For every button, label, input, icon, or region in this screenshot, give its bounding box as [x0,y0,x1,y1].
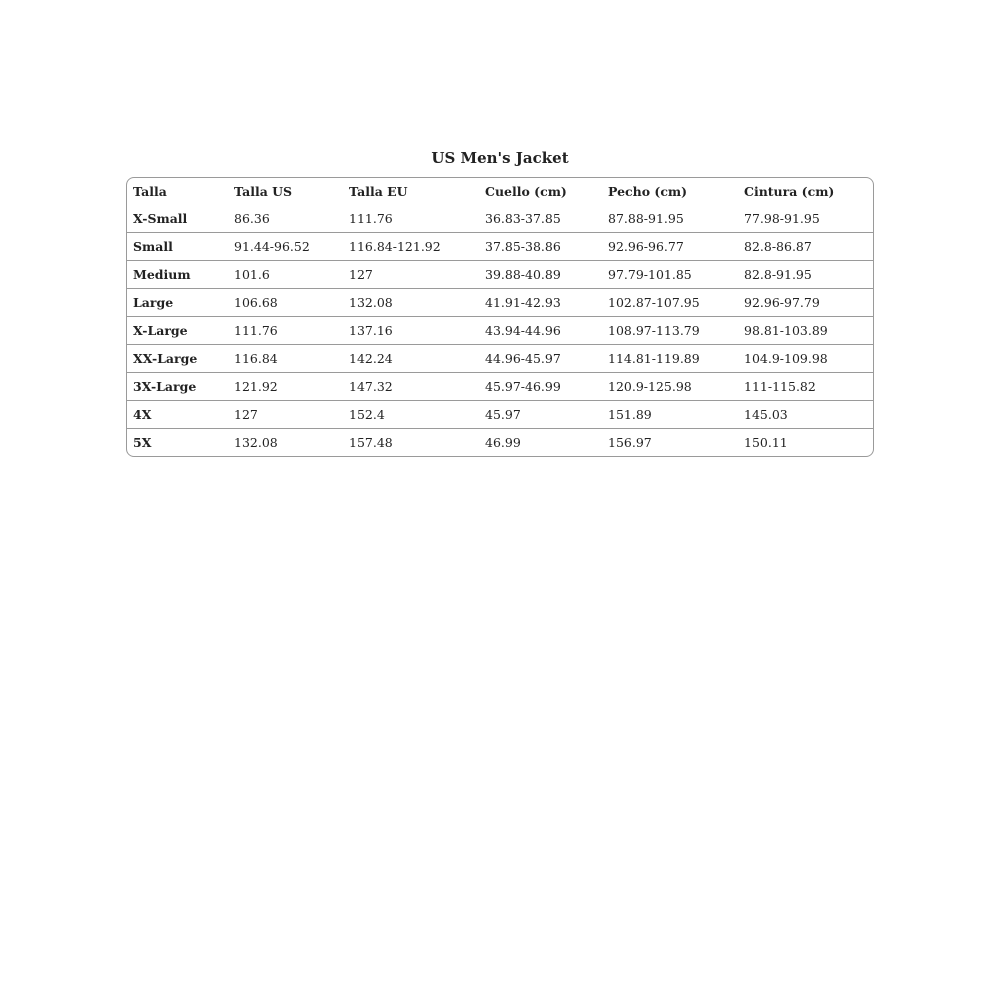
size-chart-table-container [126,177,874,457]
table-cell: 108.97-113.79 [602,317,738,345]
table-cell: 43.94-44.96 [479,317,602,345]
table-cell: 150.11 [738,429,873,457]
table-cell: 111-115.82 [738,373,873,401]
size-chart-table [127,178,873,456]
table-cell: 132.08 [343,289,479,317]
table-cell: 151.89 [602,401,738,429]
table-row [127,401,873,429]
table-cell: 121.92 [228,373,343,401]
table-row [127,289,873,317]
table-cell: 45.97 [479,401,602,429]
table-title: US Men's Jacket [431,149,569,167]
table-cell: 127 [343,261,479,289]
header-cell-talla-us: Talla US [234,184,293,199]
size-name-cell: X-Large [127,317,228,345]
table-cell: 111.76 [349,211,393,226]
header-cell-pecho: Pecho (cm) [608,184,688,199]
size-name-cell: XX-Large [127,345,228,373]
table-cell: 92.96-97.79 [738,289,873,317]
table-cell: 36.83-37.85 [485,211,561,226]
table-cell: 156.97 [602,429,738,457]
table-cell: 101.6 [228,261,343,289]
table-row [127,429,873,457]
table-row [127,261,873,289]
table-cell: 46.99 [479,429,602,457]
table-cell: 77.98-91.95 [744,211,820,226]
table-cell: 102.87-107.95 [602,289,738,317]
table-cell: 98.81-103.89 [738,317,873,345]
size-name-cell: 5X [127,429,228,457]
table-cell: 41.91-42.93 [479,289,602,317]
table-cell: 116.84 [228,345,343,373]
table-row [127,205,873,233]
table-cell: 91.44-96.52 [228,233,343,261]
table-cell: 44.96-45.97 [479,345,602,373]
size-name-cell: Medium [127,261,228,289]
size-name-cell: Small [127,233,228,261]
table-cell: 82.8-91.95 [738,261,873,289]
table-cell: 86.36 [234,211,270,226]
header-cell-talla-eu: Talla EU [349,184,408,199]
size-name-cell: X-Small [133,211,188,226]
header-cell-cuello: Cuello (cm) [485,184,567,199]
table-cell: 114.81-119.89 [602,345,738,373]
table-cell: 97.79-101.85 [602,261,738,289]
table-cell: 92.96-96.77 [602,233,738,261]
table-cell: 106.68 [228,289,343,317]
table-cell: 157.48 [343,429,479,457]
table-row [127,373,873,401]
table-cell: 145.03 [738,401,873,429]
table-cell: 127 [228,401,343,429]
table-cell: 39.88-40.89 [479,261,602,289]
table-cell: 37.85-38.86 [479,233,602,261]
table-cell: 132.08 [228,429,343,457]
table-cell: 147.32 [343,373,479,401]
size-name-cell: 3X-Large [127,373,228,401]
table-row [127,345,873,373]
table-row [127,317,873,345]
table-cell: 82.8-86.87 [738,233,873,261]
table-cell: 137.16 [343,317,479,345]
table-cell: 111.76 [228,317,343,345]
header-cell-talla: Talla [133,184,167,199]
table-cell: 87.88-91.95 [608,211,684,226]
size-name-cell: Large [127,289,228,317]
table-cell: 152.4 [343,401,479,429]
table-cell: 142.24 [343,345,479,373]
table-row [127,233,873,261]
table-cell: 120.9-125.98 [602,373,738,401]
size-name-cell: 4X [127,401,228,429]
table-cell: 45.97-46.99 [479,373,602,401]
header-row [127,178,873,205]
table-cell: 104.9-109.98 [738,345,873,373]
table-cell: 116.84-121.92 [343,233,479,261]
header-cell-cintura: Cintura (cm) [744,184,835,199]
